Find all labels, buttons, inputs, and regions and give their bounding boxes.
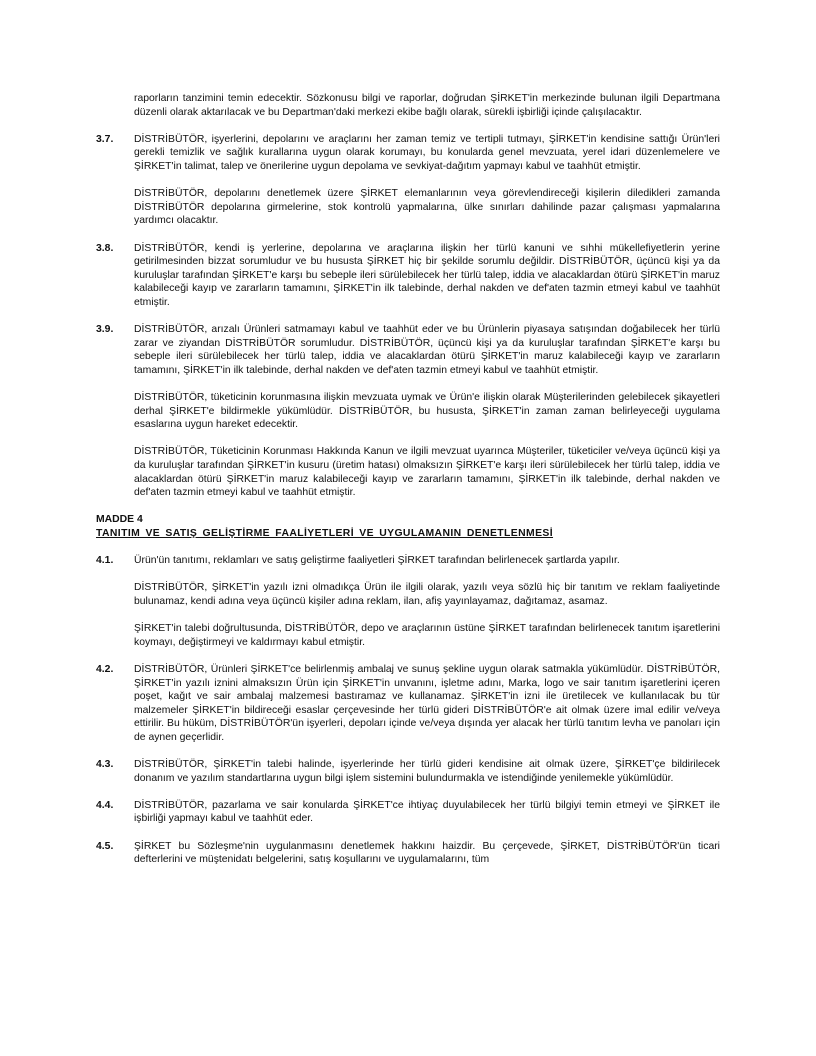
paragraph: DİSTRİBÜTÖR, tüketicinin korunmasına ilişkin mevzuata uymak ve Ürün'e ilişkin olarak Müşterilerinden gelebilecek şikayetleri derhal ŞİRKET'e bildirmekle yükümlüdür. DİSTRİBÜTÖR, bu hususta, ŞİRKET'in zaman zaman belirleyeceği uygulama esaslarına uygun hareket edecektir. <box>134 392 720 431</box>
clause-4-4 <box>96 799 720 826</box>
clause-content <box>134 799 720 826</box>
clause-number-empty <box>96 92 134 119</box>
clause-number: 4.2. <box>96 663 114 675</box>
clause-4-3 <box>96 758 720 785</box>
clause-content <box>134 554 720 649</box>
article-heading <box>96 513 720 540</box>
paragraph: Ürün'ün tanıtımı, reklamları ve satış geliştirme faaliyetleri ŞİRKET tarafından belirlenecek şartlarda yapılır. <box>134 555 620 567</box>
paragraph: DİSTRİBÜTÖR, kendi iş yerlerine, depolarına ve araçlarına ilişkin her türlü kanuni ve sıhhi mükellefiyetlerin yerine getirilmesinden bizzat sorumludur ve bu hususta ŞİRKET hiç bir şekilde sorumlu değildir. DİSTRİBÜTÖR, üçüncü kişi ya da kuruluşlar tarafından ŞİRKET'e karşı bu sebeple ileri sürülebilecek her türlü talep, iddia ve alacaklardan ötürü ŞİRKET'in maruz kalabileceği kayıp ve zararların tamamını, ŞİRKET'in ilk talebinde, derhal nakden ve def'aten tazmin etmeyi kabul ve taahhüt etmiştir. <box>134 242 720 308</box>
clause-content <box>134 840 720 867</box>
article-label: MADDE 4 <box>96 514 143 526</box>
article-title: TANITIM VE SATIŞ GELİŞTİRME FAALİYETLERİ VE UYGULAMANIN DENETLENMESİ <box>96 528 554 539</box>
paragraph: DİSTRİBÜTÖR, ŞİRKET'in yazılı izni olmadıkça Ürün ile ilgili olarak, yazılı veya sözlü hiç bir tanıtım ve reklam faaliyetinde bulunamaz, kendi adına veya üçüncü kişiler adına reklam, ilan, afiş yayınlayamaz, dağıtamaz, asamaz. <box>134 582 720 607</box>
paragraph: DİSTRİBÜTÖR, Ürünleri ŞİRKET'ce belirlenmiş ambalaj ve sunuş şekline uygun olarak satmakla yükümlüdür. DİSTRİBÜTÖR, ŞİRKET'in yazılı iznini almaksızın Ürün için ŞİRKET'in unvanını, işletme adını, Marka, logo ve sair tanıtım işaretlerini içeren poşet, kağıt ve sair ambalaj malzemesi bastıramaz ve kullanamaz. ŞİRKET'in izni ile üretilecek ve kullanılacak bu tür malzemeler ŞİRKET'in bildireceği esaslar çerçevesinde her türlü gideri DİSTRİBÜTÖR'e ait olmak üzere imal edilir ve/veya ettirilir. Bu hüküm, DİSTRİBÜTÖR'ün işyerleri, depoları içinde ve/veya dışında yer alacak her türlü tanıtım levha ve panoları için de aynen geçerlidir. <box>134 663 720 743</box>
paragraph: ŞİRKET bu Sözleşme'nin uygulanmasını denetlemek hakkını haizdir. Bu çerçevede, ŞİRKET, DİSTRİBÜTÖR'ün ticari defterlerini ve müştenidatı belgelerini, satış koşullarını ve uygulamalarını, tüm <box>134 840 720 866</box>
clause-content <box>134 758 720 785</box>
paragraph: DİSTRİBÜTÖR, arızalı Ürünleri satmamayı kabul ve taahhüt eder ve bu Ürünlerin piyasaya satışından doğabilecek her türlü zarar ve ziyandan DİSTRİBÜTÖR sorumludur. DİSTRİBÜTÖR, üçüncü kişi ya da kuruluşlar tarafından ŞİRKET'e karşı bu sebeple ileri sürülebilecek her türlü talep, iddia ve alacaklardan ötürü ŞİRKET'in maruz kalabileceği kayıp ve zararların tamamını, ŞİRKET'in ilk talebinde, derhal nakden ve def'aten tazmin etmeyi kabul ve taahhüt etmiştir. <box>134 324 720 376</box>
paragraph: DİSTRİBÜTÖR, ŞİRKET'in talebi halinde, işyerlerinde her türlü gideri kendisine ait olmak üzere, ŞİRKET'çe bildirilecek donanım ve yazılım standartlarına uygun bilgi işlem sistemini bulundurmakla ve istendiğinde yenilemekle yükümlüdür. <box>134 759 720 784</box>
clause-content <box>134 92 720 119</box>
paragraph: raporların tanzimini temin edecektir. Sözkonusu bilgi ve raporlar, doğrudan ŞİRKET'in merkezinde bulunan ilgili Departmana düzenli olarak aktarılacak ve bu Departman'daki merkezi ekibe bağlı olarak, sürekli işbirliği içinde çalışılacaktır. <box>134 93 720 118</box>
clause-content <box>134 663 720 745</box>
clause-4-1 <box>96 554 720 649</box>
clause-number: 4.3. <box>96 759 114 771</box>
clause-4-5 <box>96 840 720 867</box>
paragraph: DİSTRİBÜTÖR, depolarını denetlemek üzere ŞİRKET elemanlarının veya görevlendireceği kişilerin diledikleri zamanda DİSTRİBÜTÖR depolarına girmelerine, stok kontrolü yapmalarına, ülke sınırları dahilinde pazar çalışması yapmalarına yardımcı olacaktır. <box>134 188 720 227</box>
clause-3-9 <box>96 323 720 500</box>
clause-3-7 <box>96 133 720 228</box>
clause-number: 3.7. <box>96 133 114 145</box>
paragraph: DİSTRİBÜTÖR, Tüketicinin Korunması Hakkında Kanun ve ilgili mevzuat uyarınca Müşteriler, tüketiciler ve/veya üçüncü kişi ya da kuruluşlar tarafından ŞİRKET'in kusuru (üretim hatası) olmaksızın ŞİRKET'e karşı ileri sürülebilecek her türlü talep, iddia ve alacaklardan ötürü ŞİRKET'in maruz kalabileceği kayıp ve zararların tamamını, ŞİRKET'in ilk talebinde, derhal nakden ve def'aten tazmin etmeyi kabul ve taahhüt etmiştir. <box>134 446 720 499</box>
clause-3-8 <box>96 242 720 310</box>
clause-number: 4.5. <box>96 840 114 852</box>
intro-block <box>96 92 720 119</box>
clause-number: 4.1. <box>96 555 114 567</box>
paragraph: DİSTRİBÜTÖR, işyerlerini, depolarını ve araçlarını her zaman temiz ve tertipli tutmayı, ŞİRKET'in kendisine sattığı Ürün'leri gerekli temizlik ve sağlık kurallarına uygun olarak korumayı, bu konularda genel mevzuata, yerel idari düzenlemelere ve ŞİRKET'in talimat, talep ve önerilerine uygun depolama ve sevkiyat-dağıtım yapmayı kabul ve taahhüt etmiştir. <box>134 133 720 172</box>
clause-number: 3.8. <box>96 242 114 254</box>
clause-content <box>134 242 720 310</box>
paragraph: DİSTRİBÜTÖR, pazarlama ve sair konularda ŞİRKET'ce ihtiyaç duyulabilecek her türlü bilgiyi temin etmeyi ve ŞİRKET ile işbirliği yapmayı kabul ve taahhüt eder. <box>134 799 720 825</box>
clause-content <box>134 323 720 500</box>
paragraph: ŞİRKET'in talebi doğrultusunda, DİSTRİBÜTÖR, depo ve araçlarının üstüne ŞİRKET tarafından belirlenecek tanıtım işaretlerini koymayı, değiştirmeyi ve kaldırmayı kabul etmiştir. <box>134 623 720 648</box>
clause-number: 4.4. <box>96 799 114 811</box>
clause-content <box>134 133 720 228</box>
clause-number: 3.9. <box>96 324 114 336</box>
clause-4-2 <box>96 663 720 745</box>
